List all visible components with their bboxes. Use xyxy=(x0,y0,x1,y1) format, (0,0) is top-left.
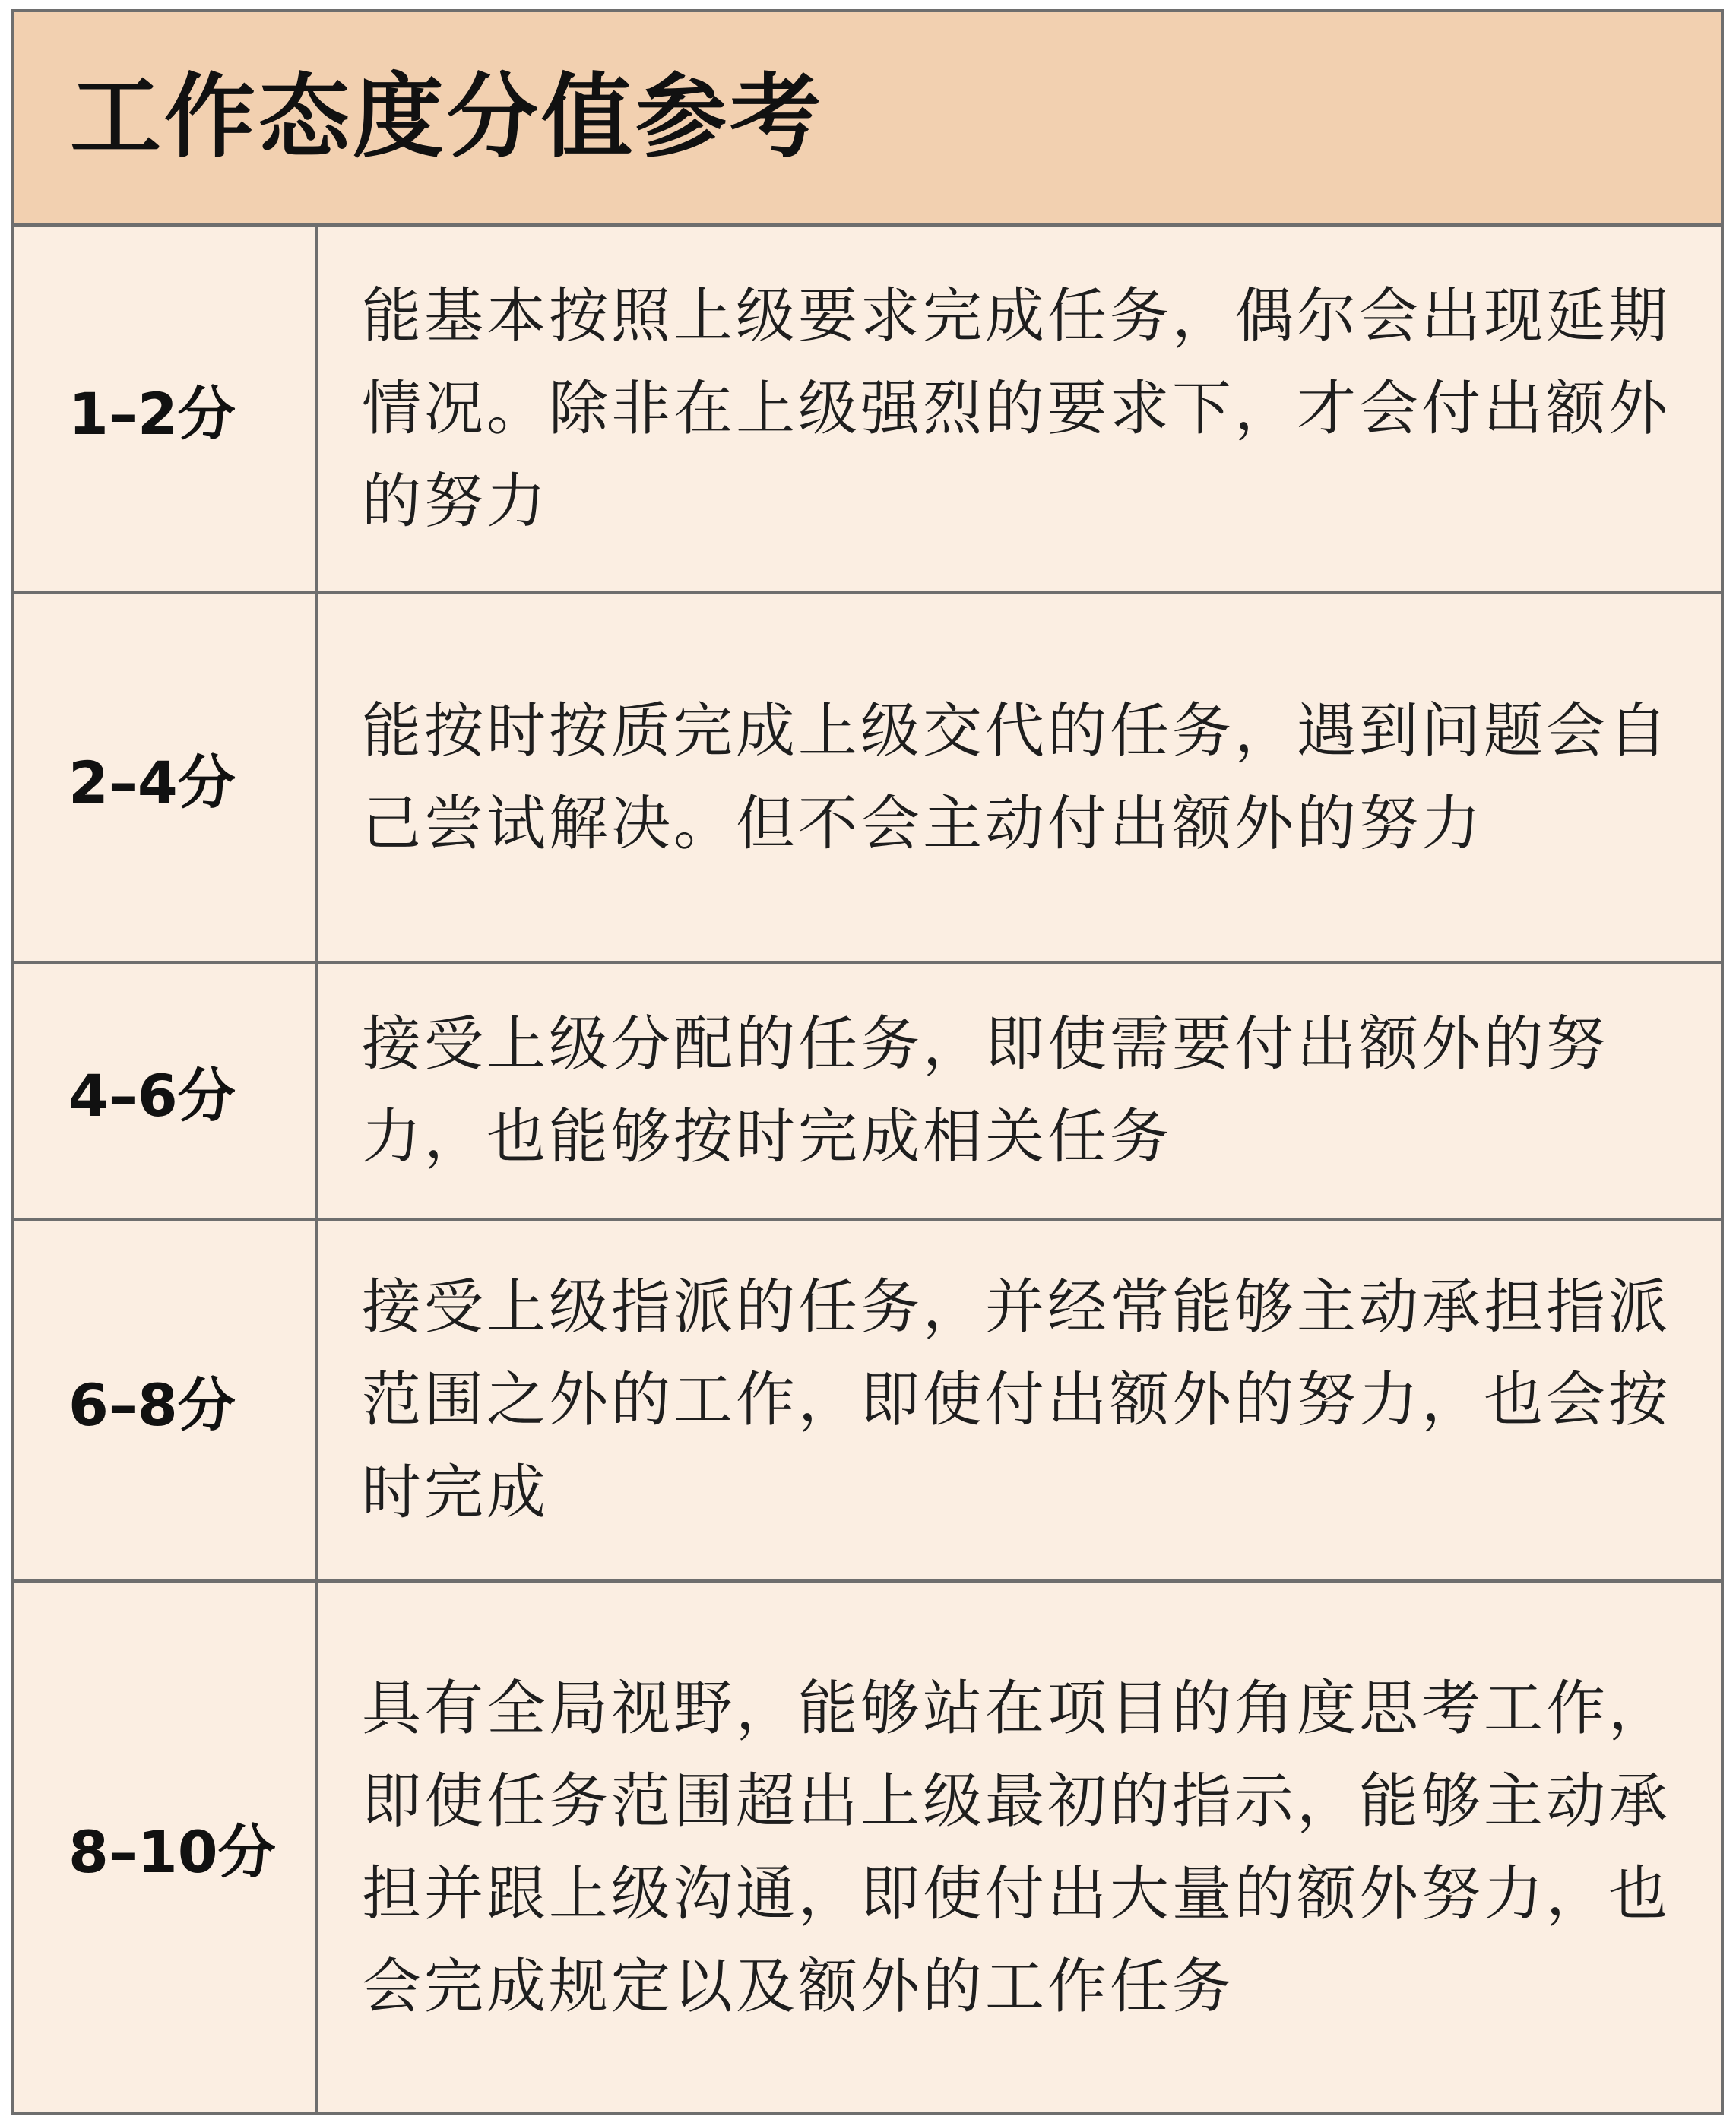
score-range-cell: 8–10分 xyxy=(14,1583,318,2112)
description-text: 具有全局视野，能够站在项目的角度思考工作，即使任务范围超出上级最初的指示，能够主动承担并跟上级沟通，即使付出大量的额外努力，也会完成规定以及额外的工作任务 xyxy=(362,1674,1671,2021)
table-row-4-6 xyxy=(14,964,1721,1221)
score-range-cell: 4–6分 xyxy=(14,964,318,1218)
description-text: 接受上级分配的任务，即使需要付出额外的努力，也能够按时完成相关任务 xyxy=(362,1010,1609,1171)
description-text: 接受上级指派的任务，并经常能够主动承担指派范围之外的工作，即使付出额外的努力，也会按时完成 xyxy=(362,1273,1671,1527)
description-cell xyxy=(318,1221,1721,1579)
description-cell xyxy=(318,964,1721,1218)
table-row-2-4 xyxy=(14,594,1721,964)
table-row-8-10 xyxy=(14,1583,1721,2112)
description-text: 能基本按照上级要求完成任务，偶尔会出现延期情况。除非在上级强烈的要求下，才会付出额外的努力 xyxy=(362,282,1671,536)
work-attitude-score-table xyxy=(11,9,1724,2115)
table-header xyxy=(14,12,1721,227)
score-range-cell: 2–4分 xyxy=(14,594,318,961)
score-range-cell: 6–8分 xyxy=(14,1221,318,1579)
score-range-cell: 1–2分 xyxy=(14,227,318,591)
description-text: 能按时按质完成上级交代的任务，遇到问题会自己尝试解决。但不会主动付出额外的努力 xyxy=(362,697,1671,858)
table-row-1-2 xyxy=(14,227,1721,594)
description-cell xyxy=(318,227,1721,591)
description-cell xyxy=(318,1583,1721,2112)
table-title: 工作态度分值参考 xyxy=(70,65,824,170)
description-cell xyxy=(318,594,1721,961)
table-row-6-8 xyxy=(14,1221,1721,1583)
